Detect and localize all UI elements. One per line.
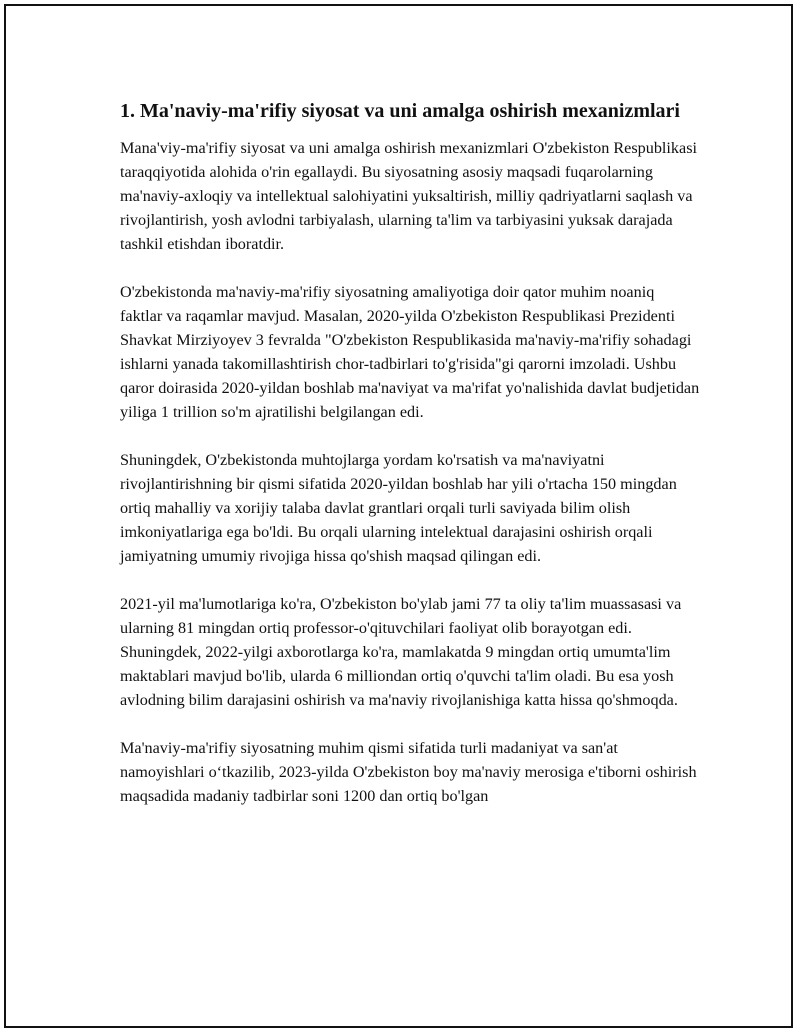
page-frame <box>4 4 793 1028</box>
paragraph-3: Shuningdek, O'zbekistonda muhtojlarga yordam ko'rsatish va ma'naviyatni rivojlantirishning bir qismi sifatida 2020-yildan boshlab har yili o'rtacha 150 mingdan ortiq mahalliy va xorijiy talaba davlat grantlari orqali turli saviyada bilim olish imkoniyatlariga ega bo'ldi. Bu orqali ularning intelektual darajasini oshirish orqali jamiyatning umumiy rivojiga hissa qo'shish maqsad qilingan edi. <box>120 451 677 565</box>
paragraph-4: 2021-yil ma'lumotlariga ko'ra, O'zbekiston bo'ylab jami 77 ta oliy ta'lim muassasasi va ularning 81 mingdan ortiq professor-o'qituvchilari faoliyat olib borayotgan edi. Shuningdek, 2022-yilgi axborotlarga ko'ra, mamlakatda 9 mingdan ortiq umumta'lim maktablari mavjud bo'lib, ularda 6 milliondan ortiq o'quvchi ta'lim oladi. Bu esa yosh avlodning bilim darajasini oshirish va ma'naviy rivojlanishiga katta hissa qo'shmoqda. <box>120 595 682 709</box>
section-heading: 1. Ma'naviy-ma'rifiy siyosat va uni amalga oshirish mexanizmlari <box>120 100 680 122</box>
paragraph-1: Mana'viy-ma'rifiy siyosat va uni amalga oshirish mexanizmlari O'zbekiston Respublikasi taraqqiyotida alohida o'rin egallaydi. Bu siyosatning asosiy maqsadi fuqarolarning ma'naviy-axloqiy va intellektual salohiyatini yuksaltirish, milliy qadriyatlarni saqlash va rivojlantirish, yosh avlodni tarbiyalash, ularning ta'lim va tarbiyasini yuksak darajada tashkil etishdan iboratdir. <box>120 139 697 253</box>
document-body <box>120 98 700 808</box>
paragraph-2: O'zbekistonda ma'naviy-ma'rifiy siyosatning amaliyotiga doir qator muhim noaniq faktlar va raqamlar mavjud. Masalan, 2020-yilda O'zbekiston Respublikasi Prezidenti Shavkat Mirziyoyev 3 fevralda "O'zbekiston Respublikasida ma'naviy-ma'rifiy sohadagi ishlarni yanada takomillashtirish chor-tadbirlari to'g'risida"gi qarorni imzoladi. Ushbu qaror doirasida 2020-yildan boshlab ma'naviyat va ma'rifat yo'nalishida davlat budjetidan yiliga 1 trillion so'm ajratilishi belgilangan edi. <box>120 283 700 421</box>
paragraph-5: Ma'naviy-ma'rifiy siyosatning muhim qismi sifatida turli madaniyat va san'at namoyishlari o‘tkazilib, 2023-yilda O'zbekiston boy ma'naviy merosiga e'tiborni oshirish maqsadida madaniy tadbirlar soni 1200 dan ortiq bo'lgan <box>120 739 697 805</box>
